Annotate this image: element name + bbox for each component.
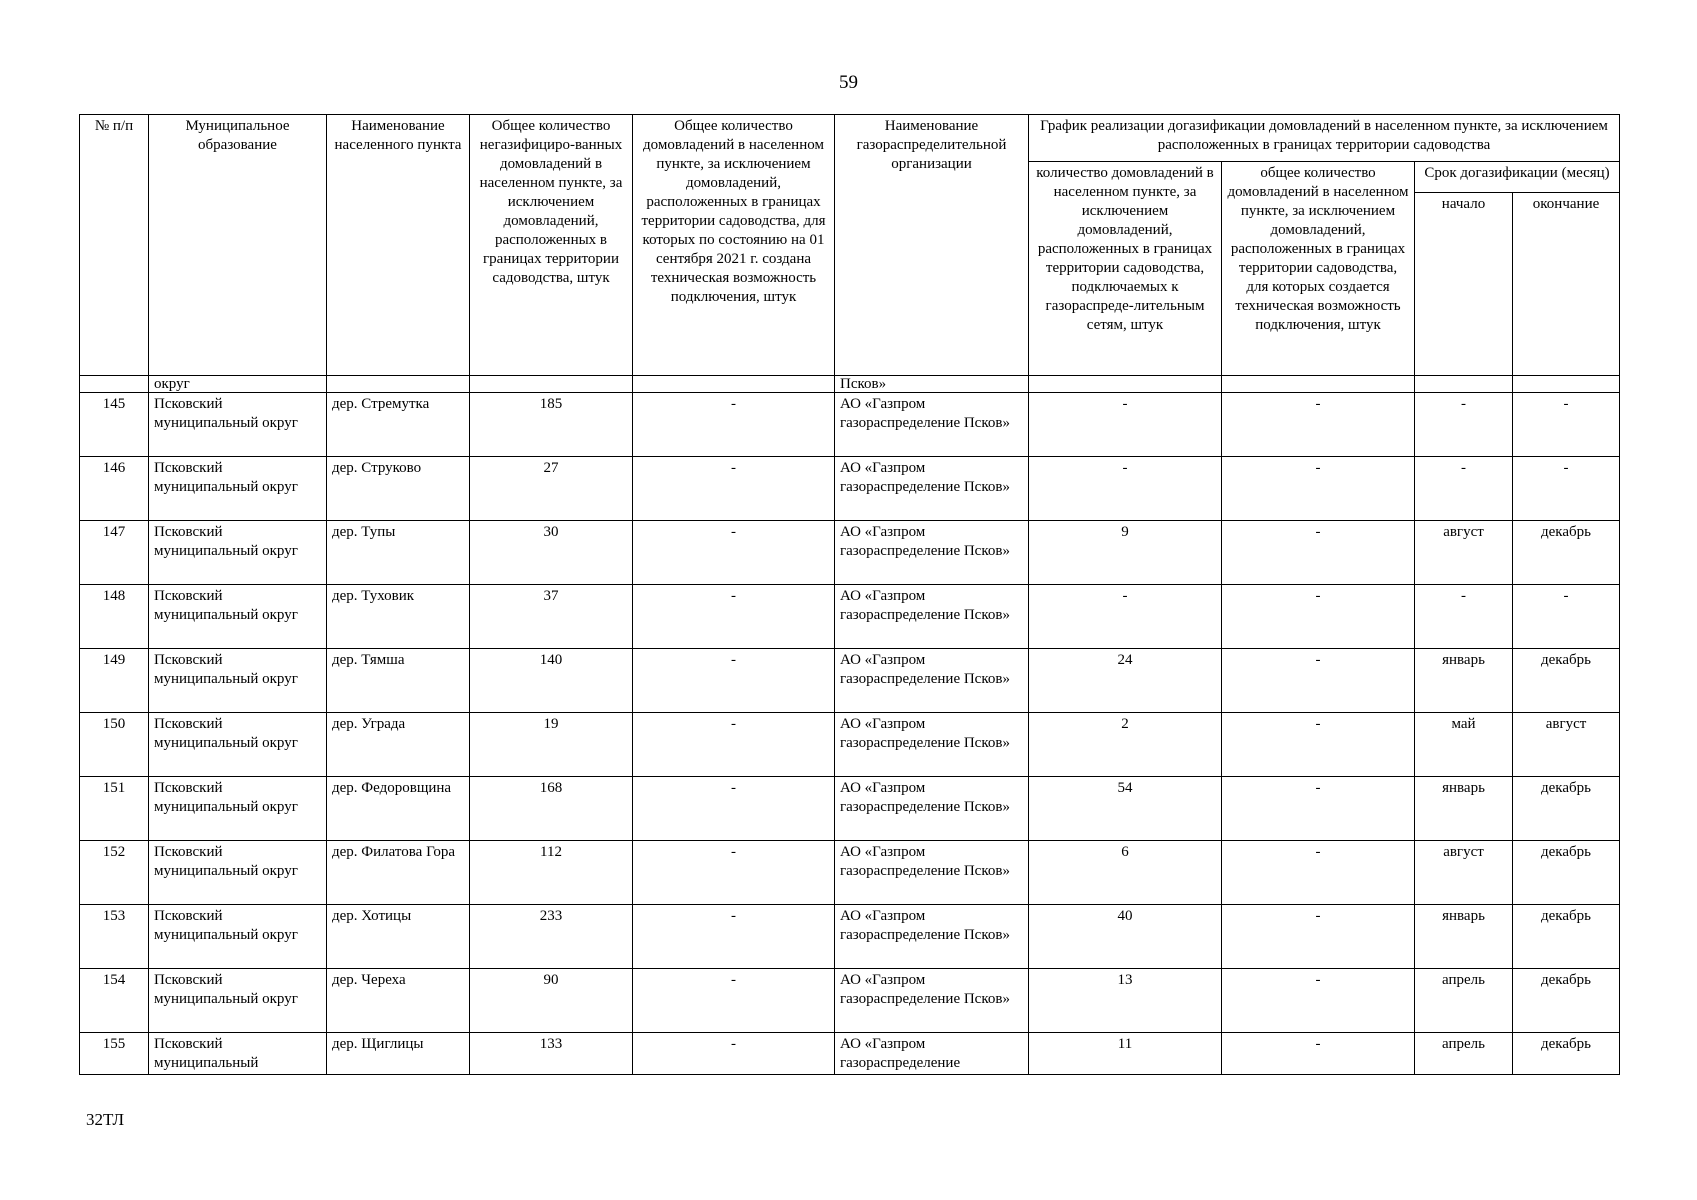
row-municipal: Псковский муниципальный округ (149, 713, 327, 777)
row-num: 152 (80, 841, 149, 905)
row-municipal: Псковский муниципальный округ (149, 521, 327, 585)
row-tech: - (633, 905, 835, 969)
header-term-group: Срок догазификации (месяц) (1415, 162, 1620, 193)
page-number: 59 (839, 72, 858, 93)
row-tech: - (633, 1033, 835, 1075)
row-settlement: дер. Филатова Гора (327, 841, 470, 905)
row-municipal: Псковский муниципальный округ (149, 969, 327, 1033)
row-created: - (1222, 969, 1415, 1033)
row-org: АО «Газпром газораспределение Псков» (835, 841, 1029, 905)
row-total: 233 (470, 905, 633, 969)
header-start: начало (1415, 193, 1513, 376)
row-settlement: дер. Уграда (327, 713, 470, 777)
gasification-table (79, 114, 1620, 1075)
row-connected: 6 (1029, 841, 1222, 905)
row-total: 37 (470, 585, 633, 649)
row-total: 27 (470, 457, 633, 521)
header-num: № п/п (80, 115, 149, 376)
row-created: - (1222, 1033, 1415, 1075)
table-row (80, 777, 1620, 841)
row-municipal: Псковский муниципальный округ (149, 841, 327, 905)
row-end: декабрь (1513, 521, 1620, 585)
row-settlement: дер. Струково (327, 457, 470, 521)
row-org: АО «Газпром газораспределение Псков» (835, 393, 1029, 457)
row-tech: - (633, 393, 835, 457)
row-municipal: Псковский муниципальный округ (149, 649, 327, 713)
row-tech: - (633, 969, 835, 1033)
table-row (80, 649, 1620, 713)
table-row (80, 1033, 1620, 1075)
row-tech: - (633, 457, 835, 521)
row-total: 140 (470, 649, 633, 713)
row-num: 155 (80, 1033, 149, 1075)
row-connected: - (1029, 457, 1222, 521)
header-total-households-text: Общее количество домовладений в населенном пункте, за исключением домовладений, расположенных в границах территории садоводства, для которых по состоянию на 01 сентября 2021 г. создана техническая возможность подключения, штук (641, 118, 826, 305)
row-connected: 24 (1029, 649, 1222, 713)
row-created: - (1222, 457, 1415, 521)
row-created: - (1222, 713, 1415, 777)
row-total: 30 (470, 521, 633, 585)
row-num: 153 (80, 905, 149, 969)
row-municipal: Псковский муниципальный округ (149, 457, 327, 521)
row-connected: 54 (1029, 777, 1222, 841)
row-total: 19 (470, 713, 633, 777)
row-end: декабрь (1513, 777, 1620, 841)
row-num: 146 (80, 457, 149, 521)
footer-code: 32ТЛ (86, 1110, 125, 1129)
row-settlement: дер. Стремутка (327, 393, 470, 457)
continuation-municipal: округ (149, 376, 327, 393)
row-start: январь (1415, 777, 1513, 841)
row-municipal: Псковский муниципальный округ (149, 777, 327, 841)
row-created: - (1222, 841, 1415, 905)
row-start: - (1415, 457, 1513, 521)
header-total-nongasified (470, 115, 633, 376)
row-created: - (1222, 521, 1415, 585)
row-org: АО «Газпром газораспределение Псков» (835, 457, 1029, 521)
row-end: декабрь (1513, 905, 1620, 969)
row-settlement: дер. Федоровщина (327, 777, 470, 841)
row-municipal: Псковский муниципальный (149, 1033, 327, 1075)
row-connected: 11 (1029, 1033, 1222, 1075)
row-created: - (1222, 777, 1415, 841)
table-row (80, 457, 1620, 521)
row-tech: - (633, 521, 835, 585)
row-num: 154 (80, 969, 149, 1033)
row-end: декабрь (1513, 969, 1620, 1033)
header-schedule-group-text: График реализации догазификации домовладений в населенном пункте, за исключением расположенных в границах территории садоводства (1040, 118, 1608, 153)
row-connected: 2 (1029, 713, 1222, 777)
row-total: 90 (470, 969, 633, 1033)
row-created: - (1222, 905, 1415, 969)
row-municipal: Псковский муниципальный округ (149, 905, 327, 969)
row-num: 145 (80, 393, 149, 457)
continuation-row (80, 376, 1620, 393)
row-created: - (1222, 585, 1415, 649)
row-num: 149 (80, 649, 149, 713)
row-org: АО «Газпром газораспределение Псков» (835, 905, 1029, 969)
row-end: декабрь (1513, 1033, 1620, 1075)
row-end: декабрь (1513, 841, 1620, 905)
continuation-org: Псков» (835, 376, 1029, 393)
header-count-created-text: общее количество домовладений в населенном пункте, за исключением домовладений, расположенных в границах территории садоводства, для которых создается техническая возможность подключения, штук (1227, 165, 1409, 333)
header-total-households (633, 115, 835, 376)
row-connected: 13 (1029, 969, 1222, 1033)
header-gas-org: Наименование газораспределительной организации (835, 115, 1029, 376)
header-settlement: Наименование населенного пункта (327, 115, 470, 376)
row-tech: - (633, 649, 835, 713)
row-org: АО «Газпром газораспределение Псков» (835, 777, 1029, 841)
row-created: - (1222, 649, 1415, 713)
row-total: 168 (470, 777, 633, 841)
row-start: август (1415, 521, 1513, 585)
row-tech: - (633, 585, 835, 649)
header-municipal: Муниципальное образование (149, 115, 327, 376)
header-count-created (1222, 162, 1415, 376)
row-start: апрель (1415, 1033, 1513, 1075)
row-org: АО «Газпром газораспределение Псков» (835, 649, 1029, 713)
row-start: май (1415, 713, 1513, 777)
row-tech: - (633, 777, 835, 841)
row-start: апрель (1415, 969, 1513, 1033)
table-row (80, 905, 1620, 969)
table-row (80, 841, 1620, 905)
row-tech: - (633, 841, 835, 905)
table-body (80, 393, 1620, 1075)
row-settlement: дер. Череха (327, 969, 470, 1033)
row-start: январь (1415, 649, 1513, 713)
row-connected: - (1029, 585, 1222, 649)
row-settlement: дер. Хотицы (327, 905, 470, 969)
header-end: окончание (1513, 193, 1620, 376)
table-row (80, 585, 1620, 649)
row-end: декабрь (1513, 649, 1620, 713)
row-settlement: дер. Тупы (327, 521, 470, 585)
header-schedule-group (1029, 115, 1620, 162)
row-start: - (1415, 585, 1513, 649)
row-connected: 40 (1029, 905, 1222, 969)
row-connected: 9 (1029, 521, 1222, 585)
row-settlement: дер. Туховик (327, 585, 470, 649)
row-tech: - (633, 713, 835, 777)
row-total: 112 (470, 841, 633, 905)
row-municipal: Псковский муниципальный округ (149, 585, 327, 649)
row-org: АО «Газпром газораспределение Псков» (835, 969, 1029, 1033)
row-num: 150 (80, 713, 149, 777)
row-end: август (1513, 713, 1620, 777)
row-end: - (1513, 585, 1620, 649)
row-org: АО «Газпром газораспределение Псков» (835, 713, 1029, 777)
row-org: АО «Газпром газораспределение Псков» (835, 521, 1029, 585)
row-end: - (1513, 457, 1620, 521)
row-start: - (1415, 393, 1513, 457)
row-num: 151 (80, 777, 149, 841)
header-count-connected (1029, 162, 1222, 376)
row-total: 133 (470, 1033, 633, 1075)
row-num: 147 (80, 521, 149, 585)
row-total: 185 (470, 393, 633, 457)
header-count-connected-text: количество домовладений в населенном пункте, за исключением домовладений, расположенных в границах территории садоводства, подключаемых к газораспреде-лительным сетям, штук (1036, 165, 1214, 333)
header-total-nongasified-text: Общее количество негазифициро-ванных домовладений в населенном пункте, за исключением домовладений, расположенных в границах территории садоводства, штук (479, 118, 623, 286)
row-start: август (1415, 841, 1513, 905)
table-row (80, 969, 1620, 1033)
row-org: АО «Газпром газораспределение (835, 1033, 1029, 1075)
table-row (80, 393, 1620, 457)
row-settlement: дер. Щиглицы (327, 1033, 470, 1075)
table-row (80, 713, 1620, 777)
row-end: - (1513, 393, 1620, 457)
row-settlement: дер. Тямша (327, 649, 470, 713)
table-row (80, 521, 1620, 585)
row-start: январь (1415, 905, 1513, 969)
row-num: 148 (80, 585, 149, 649)
row-org: АО «Газпром газораспределение Псков» (835, 585, 1029, 649)
row-municipal: Псковский муниципальный округ (149, 393, 327, 457)
row-created: - (1222, 393, 1415, 457)
row-connected: - (1029, 393, 1222, 457)
